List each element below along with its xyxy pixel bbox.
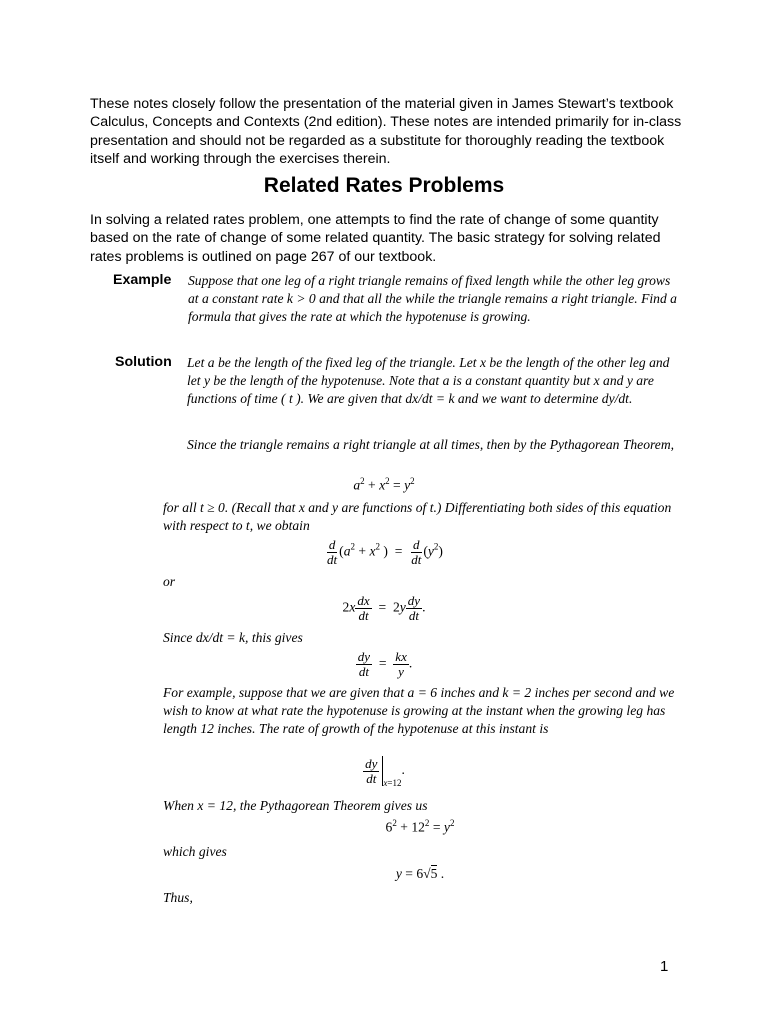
equation-rate: $\frac{dy}{dt}$ = $\frac{kx}{y}$ . bbox=[357, 649, 413, 679]
thus-word: Thus, bbox=[163, 890, 193, 905]
when-text: When x = 12, the Pythagorean Theorem gives us bbox=[163, 798, 428, 813]
pythag-intro: Since the triangle remains a right triangle at all times, then by the Pythagorean Theorem, bbox=[187, 437, 675, 452]
equation-pythagorean: $a^2 + x^2 = y^2$ bbox=[353, 476, 415, 493]
example-text bbox=[188, 272, 683, 327]
equation-values: $6^2 + 12^2 = y^2$ bbox=[385, 818, 455, 835]
solution-text: Let a be the length of the fixed leg of the triangle. Let x be the length of the other leg and let y be the length of the hypotenuse. Note that a is a constant quantity but x and y are functions of time ( t ). We are given that dx/dt = k and we want to determine dy/dt. bbox=[187, 355, 670, 407]
equation-evaluate: $\frac{dy}{dt}$ $_{x=12}$. bbox=[365, 755, 405, 789]
example-label: Example bbox=[113, 272, 172, 288]
strategy-paragraph: In solving a related rates problem, one attempts to find the rate of change of some quantity based on the rate of change of some related quantity. The basic strategy for solving related rates problems is outlined on page 267 of our textbook. bbox=[90, 212, 661, 265]
since-text: Since dx/dt = k, this gives bbox=[163, 630, 303, 645]
solution-label: Solution bbox=[115, 354, 172, 370]
page-number: 1 bbox=[660, 958, 669, 975]
equation-solution: y = 6√5 . bbox=[395, 866, 445, 881]
or-word: or bbox=[163, 574, 176, 589]
intro-paragraph: These notes closely follow the presentation of the material given in James Stewart’s textbook Calculus, Concepts and Contexts (2nd edition). These notes are intended primarily for in-class presentation and should not be regarded as a substitute for thoroughly reading the textbook itself and working through the exercises therein. bbox=[90, 96, 682, 167]
after-equation-1: for all t ≥ 0. (Recall that x and y are functions of t.) Differentiating both sides of this equation with respect to t, we obtain bbox=[163, 500, 672, 534]
page-title: Related Rates Problems bbox=[263, 174, 505, 197]
equation-derivative: 2x $\frac{dx}{dt}$ = 2y $\frac{dy}{dt}$ . bbox=[342, 593, 426, 623]
example-numbers-text: For example, suppose that we are given that a = 6 inches and k = 2 inches per second and we wish to know at what rate the hypotenuse is growing at the instant when the growing leg has length 12 inches. The rate of growth of the hypotenuse at this instant is bbox=[163, 685, 675, 737]
equation-differentiate: $\frac{d}{dt}$ ($a^2 + x^2$ ) = $\frac{d}{dt}$ $(y^2)$ bbox=[327, 537, 443, 567]
example-text-body: Suppose that one leg of a right triangle remains of fixed length while the other leg grows at a constant rate k > 0 and that all the while the triangle remains a right triangle. Find a formula that gives the rate at which the hypotenuse is growing. bbox=[188, 273, 677, 325]
which-gives: which gives bbox=[163, 844, 227, 859]
